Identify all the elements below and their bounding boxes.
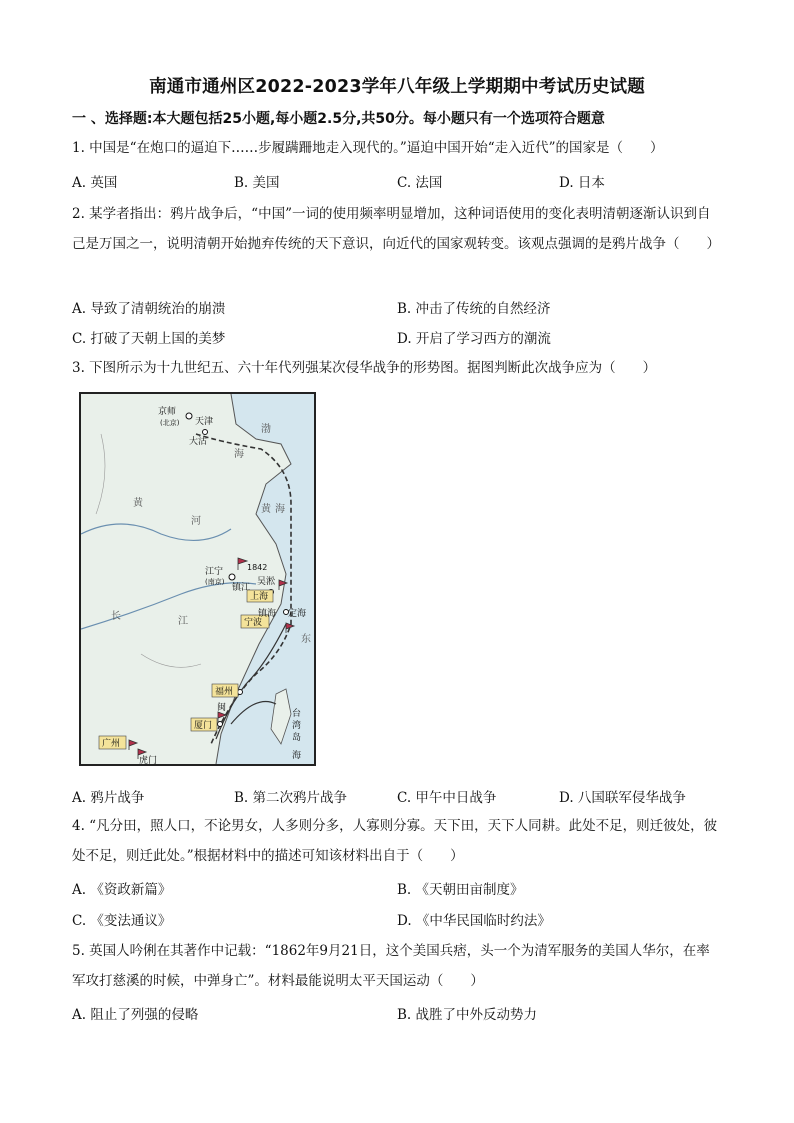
map-label-tianjin: 天津 bbox=[195, 417, 214, 427]
q3-option-d[interactable]: D. 八国联军侵华战争 bbox=[559, 790, 686, 806]
map-label-dagu: 大沽 bbox=[189, 437, 208, 447]
q2-option-b[interactable]: B. 冲击了传统的自然经济 bbox=[397, 301, 551, 317]
map-label-huanghe2: 河 bbox=[191, 516, 201, 527]
map-label-chang: 长 bbox=[111, 611, 121, 622]
question-4-stem: 4. “凡分田，照人口，不论男女，人多则分多，人寡则分寡。天下田，天下人同耕。此处不足，则迁彼处，彼处不足，则迁此处。”根据材料中的描述可知该材料出自于（ ） bbox=[72, 818, 718, 864]
q4-option-d[interactable]: D. 《中华民国临时约法》 bbox=[397, 913, 551, 929]
q1-option-a[interactable]: A. 英国 bbox=[72, 175, 118, 191]
map-label-dong: 东 bbox=[301, 634, 311, 645]
q3-option-b[interactable]: B. 第二次鸦片战争 bbox=[234, 790, 348, 806]
map-label-bo: 渤 bbox=[261, 424, 271, 435]
map-label-ningbo: 宁波 bbox=[244, 618, 263, 628]
q4-option-c[interactable]: C. 《变法通议》 bbox=[72, 913, 172, 929]
map-label-humen: 虎门 bbox=[139, 756, 158, 764]
map-label-wan: 湾 bbox=[292, 721, 302, 731]
map-label-min: 闽 bbox=[217, 703, 227, 713]
map-label-jiangning: 江宁 bbox=[205, 567, 224, 577]
q2-option-c[interactable]: C. 打破了天朝上国的美梦 bbox=[72, 331, 226, 347]
map-label-guangzhou: 广州 bbox=[102, 739, 121, 749]
q3-option-c[interactable]: C. 甲午中日战争 bbox=[397, 790, 497, 806]
map-label-zhi: 海 bbox=[292, 751, 302, 761]
map-label-huanghe1: 黄 bbox=[133, 498, 143, 509]
map-label-huanghai1: 黄 bbox=[261, 504, 271, 515]
map-label-tai: 台 bbox=[292, 709, 302, 719]
question-5-stem: 5. 英国人吟俐在其著作中记载：“1862年9月21日，这个美国兵痞，头一个为清军服务的美国人华尔，在率军攻打慈溪的时候，中弹身亡”。材料最能说明太平天国运动（ ） bbox=[72, 943, 710, 989]
map-label-nanjing: (南京) bbox=[205, 578, 225, 586]
map-label-shanghai: 上海 bbox=[250, 592, 269, 602]
q2-option-a[interactable]: A. 导致了清朝统治的崩溃 bbox=[72, 301, 226, 317]
exam-title: 南通市通州区2022-2023学年八年级上学期期中考试历史试题 bbox=[149, 77, 645, 97]
q1-option-d[interactable]: D. 日本 bbox=[559, 175, 605, 191]
map-label-year: 1842 bbox=[247, 563, 268, 572]
war-situation-map bbox=[79, 392, 316, 766]
map-label-fuzhou: 福州 bbox=[215, 687, 234, 697]
question-2-stem: 2. 某学者指出：鸦片战争后，“中国”一词的使用频率明显增加，这种词语使用的变化表明清朝逐渐认识到自己是万国之一，说明清朝开始抛弃传统的天下意识，向近代的国家观转变。该观点强调的是鸦片战争（ ） bbox=[72, 206, 720, 252]
map-label-zhenhai: 镇海 bbox=[258, 609, 277, 619]
map-label-dao: 岛 bbox=[292, 733, 302, 743]
q2-option-d[interactable]: D. 开启了学习西方的潮流 bbox=[397, 331, 551, 347]
q1-option-b[interactable]: B. 美国 bbox=[234, 175, 280, 191]
map-label-jiang: 江 bbox=[178, 616, 188, 627]
q1-option-c[interactable]: C. 法国 bbox=[397, 175, 443, 191]
map-label-beijing: (北京) bbox=[160, 419, 180, 427]
question-3-stem: 3. 下图所示为十九世纪五、六十年代列强某次侵华战争的形势图。据图判断此次战争应为（ ） bbox=[72, 360, 657, 376]
map-label-huanghai2: 海 bbox=[275, 504, 285, 515]
q5-option-b[interactable]: B. 战胜了中外反动势力 bbox=[397, 1007, 538, 1023]
section-heading: 一 、选择题:本大题包括25小题,每小题2.5分,共50分。每小题只有一个选项符合题意 bbox=[72, 111, 605, 127]
map-label-xiamen: 厦门 bbox=[194, 721, 213, 731]
q4-option-a[interactable]: A. 《资政新篇》 bbox=[72, 882, 172, 898]
q3-option-a[interactable]: A. 鸦片战争 bbox=[72, 790, 145, 806]
map-label-dinghai: 定海 bbox=[288, 609, 307, 619]
question-1-stem: 1. 中国是“在炮口的逼迫下……步履蹒跚地走入现代的。”逼迫中国开始“走入近代”的国家是（ ） bbox=[72, 140, 664, 156]
q4-option-b[interactable]: B. 《天朝田亩制度》 bbox=[397, 882, 524, 898]
q5-option-a[interactable]: A. 阻止了列强的侵略 bbox=[72, 1007, 199, 1023]
map-label-hai1: 海 bbox=[234, 449, 244, 460]
map-label-zhenjiang: 镇江 bbox=[232, 583, 251, 593]
map-label-jingshi: 京师 bbox=[158, 407, 177, 417]
map-label-wusong: 吴淞 bbox=[257, 577, 276, 587]
